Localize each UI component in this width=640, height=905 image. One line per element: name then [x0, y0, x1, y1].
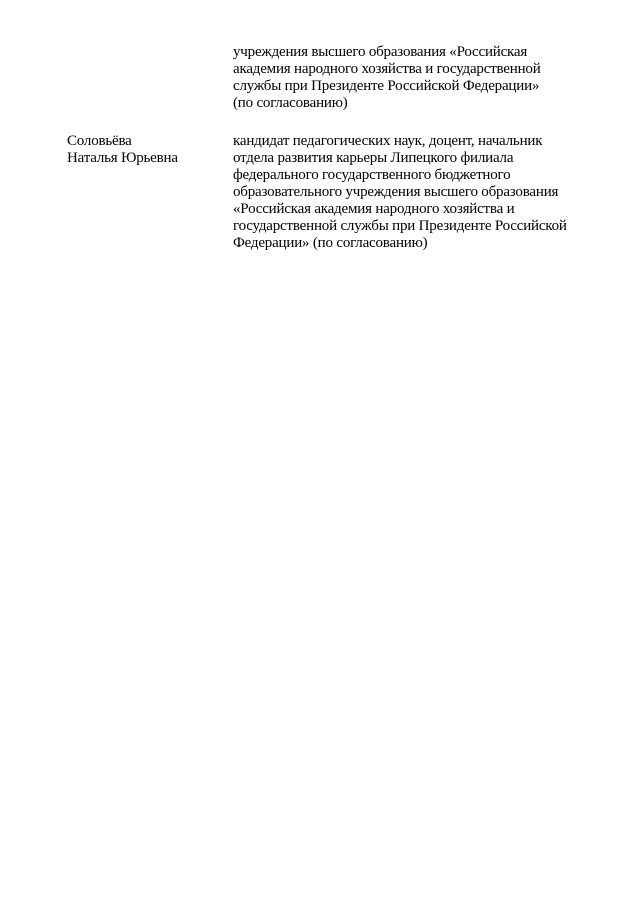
description-line: учреждения высшего образования «Российская	[233, 44, 528, 60]
description-line: кандидат педагогических наук, доцент, начальник	[233, 133, 543, 149]
description-line: отдела развития карьеры Липецкого филиала	[233, 150, 514, 166]
member-name	[67, 133, 217, 167]
description-line: образовательного учреждения высшего образования	[233, 184, 559, 200]
description-line: Федерации» (по согласованию)	[233, 235, 428, 251]
description-line: службы при Президенте Российской Федерации»	[233, 78, 540, 94]
previous-member-description-continuation	[233, 44, 593, 112]
member-given-names: Наталья Юрьевна	[67, 150, 178, 166]
description-line: федерального государственного бюджетного	[233, 167, 511, 183]
description-line: «Российская академия народного хозяйства и	[233, 201, 515, 217]
member-surname: Соловьёва	[67, 133, 132, 149]
description-line: академия народного хозяйства и государственной	[233, 61, 541, 77]
description-line: (по согласованию)	[233, 95, 348, 111]
description-line: государственной службы при Президенте Российской	[233, 218, 567, 234]
member-description	[233, 133, 603, 252]
